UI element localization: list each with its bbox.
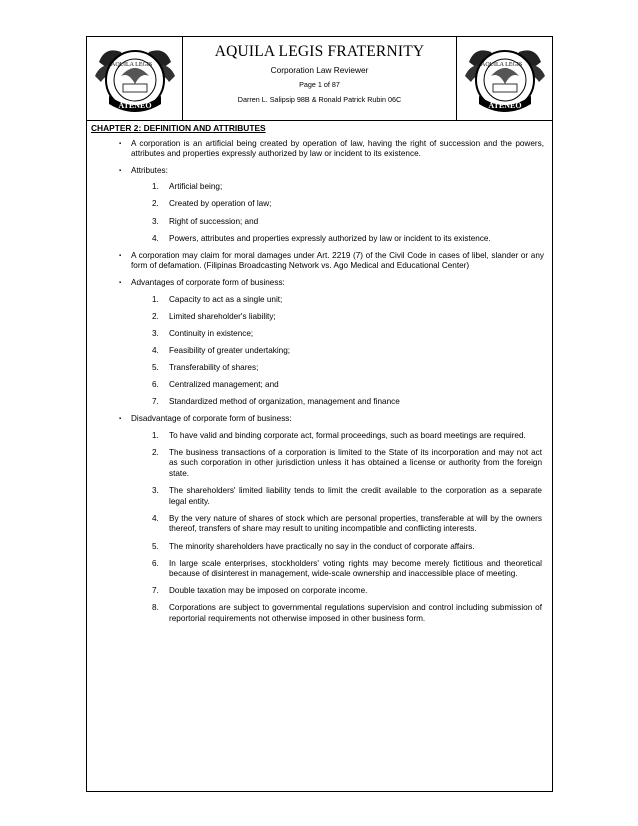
bullet-square-icon: ▪ — [119, 416, 122, 423]
eagle-emblem-icon — [91, 42, 179, 116]
bullet-text: A corporation may claim for moral damages under Art. 2219 (7) of the Civil Code in cases of libel, slander or any form of defamation. (Filipinas Broadcasting Network vs. Ago Medical and Educational Center) — [131, 250, 544, 271]
eagle-emblem-icon — [461, 42, 549, 116]
bullet-text: A corporation is an artificial being created by operation of law, having the right of succession and the powers, attributes and properties expressly authorized by law or incident to its existence. — [131, 138, 544, 159]
numbered-item: 3. Right of succession; and — [152, 216, 259, 226]
bullet-square-icon: ▪ — [119, 252, 122, 259]
document-subtitle: Corporation Law Reviewer — [270, 65, 369, 75]
numbered-item: 5. The minority shareholders have practically no say in the conduct of corporate affairs. — [152, 541, 475, 551]
bullet-text: Attributes: — [131, 165, 168, 175]
numbered-item: 8. Corporations are subject to governmental regulations supervision and control including submission of reportorial requirements not otherwise imposed in other business form. — [152, 603, 542, 623]
bullet-square-icon: ▪ — [119, 140, 122, 147]
numbered-item: 4. Powers, attributes and properties expressly authorized by law or incident to its existence. — [152, 233, 491, 243]
numbered-item: 4. By the very nature of shares of stock which are personal properties, transferable at will by the owners thereof, transfers of share may result to uniting incompatible and conflicting interests. — [152, 513, 542, 534]
numbered-item: 6. Centralized management; and — [152, 380, 279, 389]
authors-line: Darren L. Salipsip 98B & Ronald Patrick Rubin 06C — [237, 95, 402, 104]
numbered-list — [131, 295, 544, 408]
numbered-item: 2. The business transactions of a corporation is limited to the State of its incorporation and may not act as such corporation in other jurisdiction unless it has obtained a license or authority from the foreign state. — [152, 447, 542, 479]
fraternity-title: AQUILA LEGIS FRATERNITY — [214, 43, 425, 60]
page-header — [87, 37, 552, 121]
numbered-item: 7. Double taxation may be imposed on corporate income. — [152, 586, 368, 596]
fraternity-logo-left — [87, 37, 183, 120]
numbered-item: 3. Continuity in existence; — [152, 328, 254, 338]
numbered-item: 6. In large scale enterprises, stockholders' voting rights may become merely fictitious and theoretical because of disinterest in management, wide-scale ownership and inaccessible place of meeting. — [152, 558, 542, 579]
bullet-item — [91, 139, 546, 160]
bullet-square-icon: ▪ — [119, 279, 122, 286]
numbered-list — [131, 182, 544, 244]
bullet-text: Disadvantage of corporate form of business: — [131, 414, 292, 424]
page-content — [87, 121, 552, 625]
bullet-item — [91, 251, 546, 272]
numbered-item: 5. Transferability of shares; — [152, 362, 259, 372]
svg-text:AQUILA LEGIS: AQUILA LEGIS — [110, 61, 152, 68]
svg-text:AQUILA LEGIS: AQUILA LEGIS — [480, 61, 522, 68]
numbered-item: 2. Created by operation of law; — [152, 199, 272, 209]
numbered-item: 1. Capacity to act as a single unit; — [152, 294, 283, 304]
svg-text:ATENEO: ATENEO — [487, 100, 522, 110]
numbered-list — [131, 431, 544, 625]
chapter-heading: CHAPTER 2: DEFINITION AND ATTRIBUTES — [91, 123, 266, 133]
bullet-item — [91, 278, 546, 408]
header-title-block — [183, 37, 456, 120]
bullet-item — [91, 166, 546, 244]
numbered-item: 7. Standardized method of organization, management and finance — [152, 397, 400, 407]
numbered-item: 3. The shareholders' limited liability tends to limit the credit available to the corporation as a separate legal entity. — [152, 486, 542, 506]
fraternity-logo-right — [456, 37, 552, 120]
numbered-item: 1. Artificial being; — [152, 182, 223, 192]
numbered-item: 1. To have valid and binding corporate act, formal proceedings, such as board meetings are required. — [152, 430, 526, 440]
page-frame — [86, 36, 553, 792]
bullet-text: Advantages of corporate form of business: — [131, 277, 285, 287]
numbered-item: 2. Limited shareholder's liability; — [152, 311, 276, 321]
bullet-item — [91, 414, 546, 624]
bullet-square-icon: ▪ — [119, 167, 122, 174]
page-number: Page 1 of 87 — [299, 80, 340, 89]
numbered-item: 4. Feasibility of greater undertaking; — [152, 345, 291, 355]
svg-text:ATENEO: ATENEO — [117, 100, 152, 110]
